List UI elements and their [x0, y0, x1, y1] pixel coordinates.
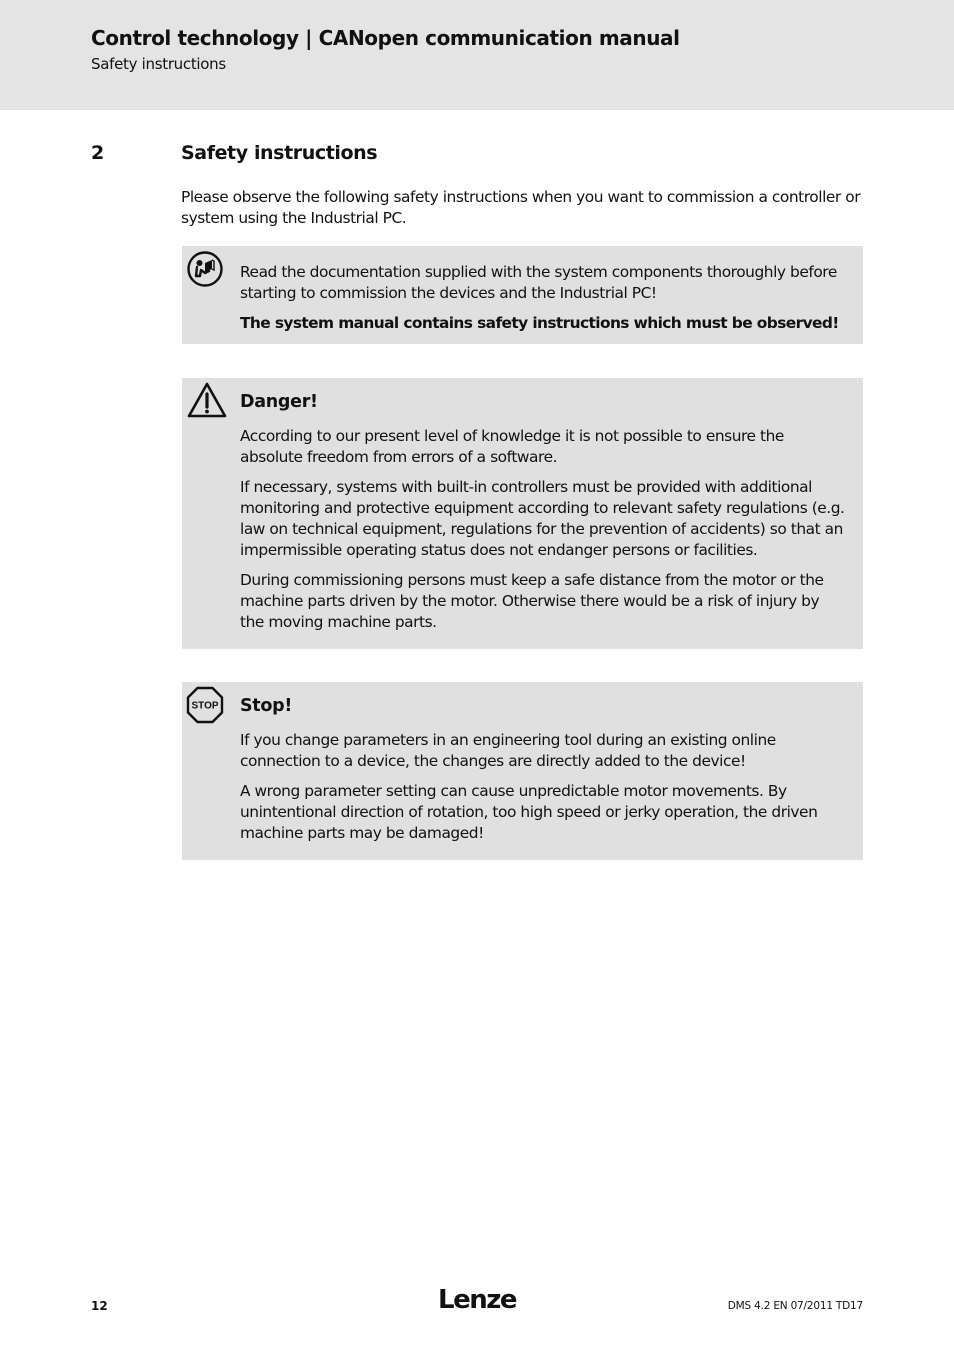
danger-paragraph: During commissioning persons must keep a safe distance from the motor or the machine parts driven by the motor. Otherwise there would be a risk of injury by the moving machine parts.: [240, 571, 824, 631]
warning-triangle-icon: [186, 381, 228, 419]
stop-icon-text: STOP: [191, 700, 219, 712]
stop-box: [182, 682, 863, 860]
read-documentation-icon: [186, 250, 224, 288]
danger-heading: Danger!: [240, 392, 318, 412]
note-box: [182, 246, 863, 344]
danger-paragraph: According to our present level of knowledge it is not possible to ensure the absolute freedom from errors of a software.: [240, 427, 784, 466]
page-header: [0, 0, 954, 110]
danger-box: [182, 378, 863, 649]
section-title: Safety instructions: [181, 142, 378, 164]
stop-paragraph: If you change parameters in an engineering tool during an existing online connection to a device, the changes are directly added to the device!: [240, 731, 776, 770]
intro-paragraph: Please observe the following safety instructions when you want to commission a controller or system using the Industrial PC.: [181, 188, 861, 227]
stop-heading: Stop!: [240, 696, 292, 716]
chapter-subtitle: Safety instructions: [91, 55, 226, 73]
lenze-logo: Lenze: [438, 1285, 516, 1315]
document-id: DMS 4.2 EN 07/2011 TD17: [727, 1300, 863, 1312]
document-title: Control technology | CANopen communication manual: [91, 26, 680, 50]
stop-paragraph: A wrong parameter setting can cause unpredictable motor movements. By unintentional direction of rotation, too high speed or jerky operation, the driven machine parts may be damaged!: [240, 782, 818, 842]
note-emphasis: The system manual contains safety instructions which must be observed!: [240, 314, 839, 333]
note-paragraph: Read the documentation supplied with the system components thoroughly before starting to commission the devices and the Industrial PC!: [240, 263, 837, 302]
section-number: 2: [91, 142, 105, 164]
stop-sign-icon: [186, 686, 224, 724]
page-number: 12: [91, 1299, 108, 1313]
danger-paragraph: If necessary, systems with built-in controllers must be provided with additional monitoring and protective equipment according to relevant safety regulations (e.g. law on technical equipment, regulations for the prevention of accidents) so that an impermissible operating status does not endanger persons or facilities.: [240, 478, 845, 559]
